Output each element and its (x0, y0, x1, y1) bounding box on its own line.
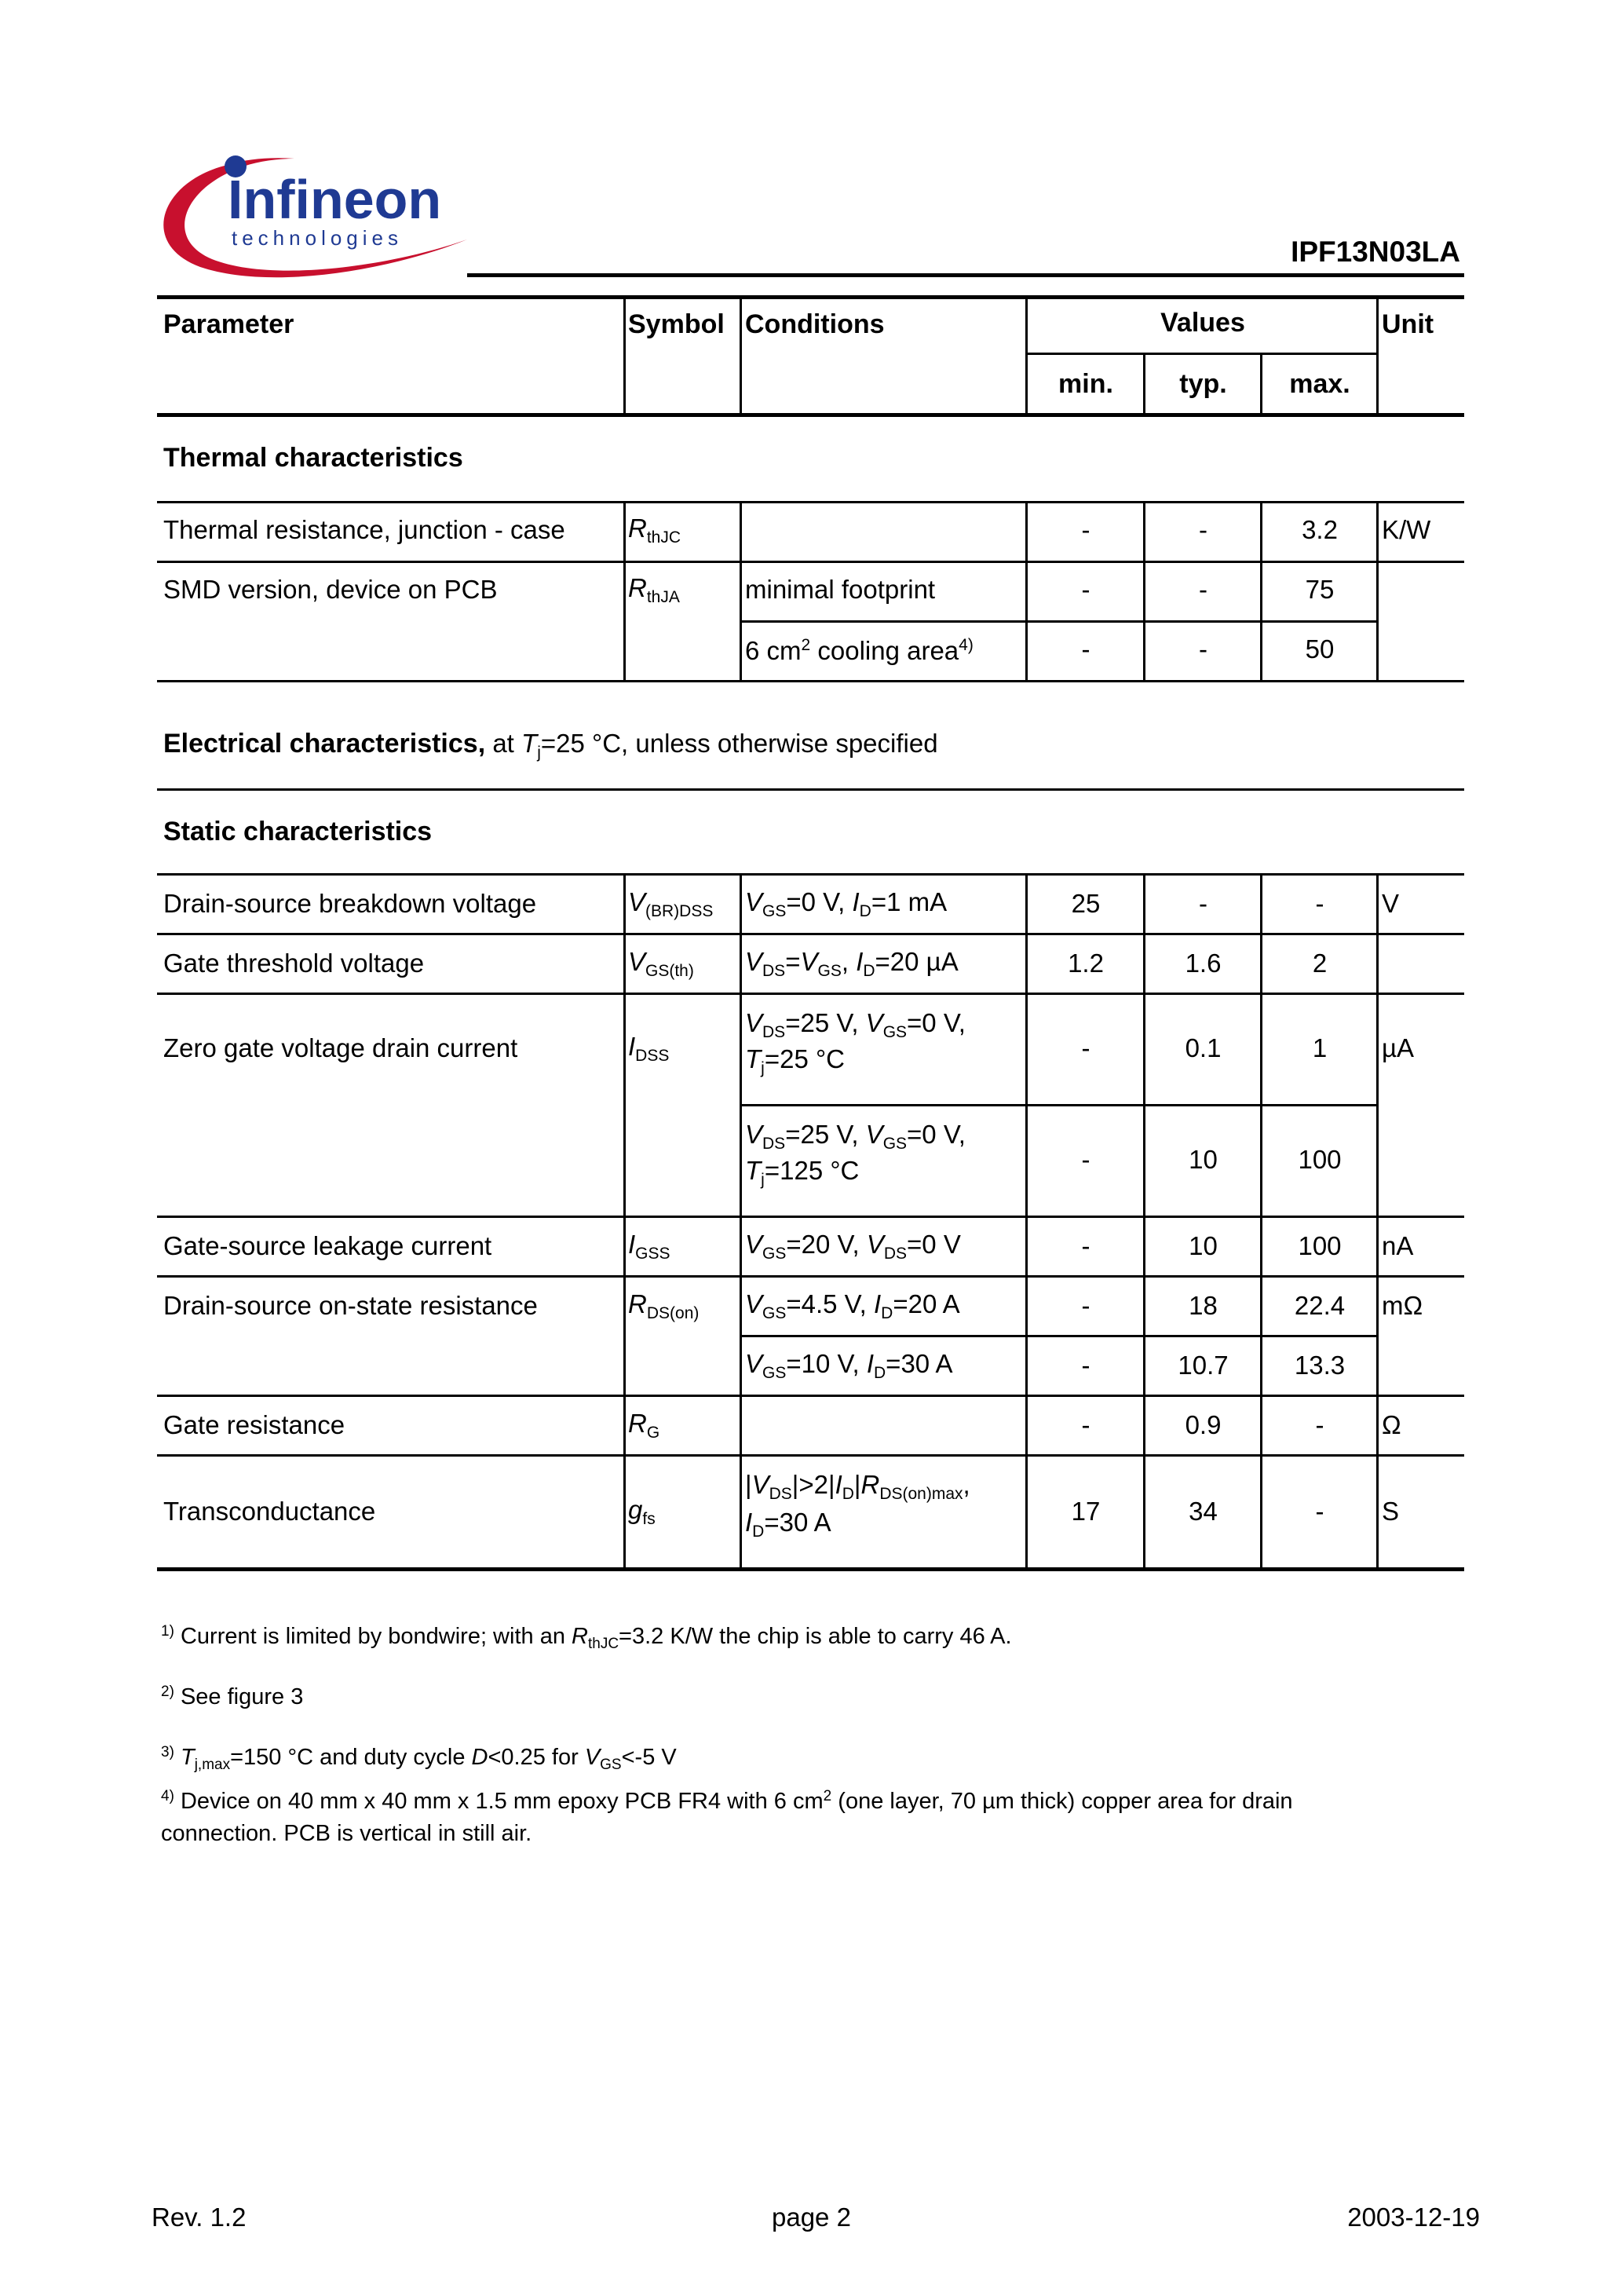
rule (740, 873, 742, 1569)
rule (157, 295, 1464, 299)
rule (623, 873, 626, 1569)
footnote-4: $^{4)}$ Device on 40 mm x 40 mm x 1.5 mm epoxy PCB FR4 with 6 $cm^2$ (one layer, 70 µm thick) copper area for drain (161, 1788, 1293, 1814)
row-rdson2-typ: 10.7 (1178, 1351, 1229, 1380)
section-title-static: Static characteristics (163, 817, 433, 846)
row-idss-min: - (1081, 1033, 1090, 1062)
rule (740, 501, 742, 682)
rule (742, 1335, 1379, 1337)
row-rthjc-max: 3.2 (1302, 515, 1338, 544)
row-vbrdss-unit: V (1382, 889, 1400, 918)
row-igss-max: 100 (1298, 1231, 1342, 1260)
row-rg-max: - (1315, 1410, 1324, 1439)
row-gfs-symbol: $g_{fs}$ (628, 1495, 656, 1528)
row-vgsth-parameter: Gate threshold voltage (163, 949, 425, 978)
row-idss-conditions-temp: $T_j=25$ °C (745, 1044, 846, 1077)
header-typ: typ. (1179, 369, 1227, 399)
header-parameter: Parameter (163, 309, 294, 339)
footer-date: 2003-12-19 (1347, 2203, 1480, 2232)
row-gfs-typ: 34 (1189, 1497, 1218, 1526)
rule (157, 933, 1464, 935)
rule (740, 295, 742, 415)
row-vbrdss-typ: - (1199, 889, 1207, 918)
row-rthja2-typ: - (1199, 634, 1207, 664)
header-min: min. (1058, 369, 1113, 399)
row-rthja-min: - (1081, 575, 1090, 604)
rule (157, 993, 1464, 995)
row-rthjc-unit: K/W (1382, 515, 1431, 544)
rule (157, 1275, 1464, 1278)
row-idss2-typ: 10 (1189, 1145, 1218, 1174)
row-rdson-min: - (1081, 1291, 1090, 1320)
row-rg-min: - (1081, 1410, 1090, 1439)
row-gfs-parameter: Transconductance (163, 1497, 376, 1526)
row-idss2-conditions: $V_{DS}=25$ V, $V_{GS}=0$ V, (745, 1120, 966, 1153)
row-rthja-conditions: minimal footprint (745, 575, 936, 604)
row-idss2-max: 100 (1298, 1145, 1342, 1174)
rule (623, 295, 626, 415)
row-idss-max: 1 (1312, 1033, 1328, 1062)
row-vgsth-symbol: $V_{GS(th)}$ (628, 947, 694, 980)
rule (742, 620, 1379, 623)
svg-text:technologies: technologies (232, 226, 403, 250)
row-gfs-min: 17 (1071, 1497, 1101, 1526)
row-idss-typ: 0.1 (1185, 1033, 1222, 1062)
header-rule (467, 273, 1464, 277)
header-symbol: Symbol (628, 309, 725, 339)
row-igss-symbol: $I_{GSS}$ (628, 1230, 670, 1263)
section-title-electrical: Electrical characteristics, at $T_j=25$ °C, unless otherwise specified (163, 729, 938, 762)
row-igss-min: - (1081, 1231, 1090, 1260)
header-unit: Unit (1382, 309, 1434, 339)
row-igss-unit: nA (1382, 1231, 1414, 1260)
footnote-4-line2: connection. PCB is vertical in still air. (161, 1821, 532, 1846)
footnote-3: $^{3)}$ $T_{j,max}=150$ °C and duty cycle D<0.25 for $V_{GS}<-5$ V (161, 1744, 677, 1773)
row-vgsth-typ: 1.6 (1185, 949, 1222, 978)
row-idss2-min: - (1081, 1145, 1090, 1174)
row-rdson-max: 22.4 (1294, 1291, 1346, 1320)
rule (157, 1216, 1464, 1218)
row-vgsth-max: 2 (1312, 949, 1328, 978)
header-values: Values (1160, 308, 1245, 338)
row-rg-typ: 0.9 (1185, 1410, 1222, 1439)
row-rthja-typ: - (1199, 575, 1207, 604)
row-rdson2-min: - (1081, 1351, 1090, 1380)
part-number: IPF13N03LA (1291, 236, 1460, 268)
row-idss-conditions: $V_{DS}=25$ V, $V_{GS}=0$ V, (745, 1008, 966, 1041)
row-rdson-parameter: Drain-source on-state resistance (163, 1291, 538, 1320)
row-vbrdss-parameter: Drain-source breakdown voltage (163, 889, 537, 918)
rule (157, 1454, 1464, 1457)
row-rthja2-max: 50 (1305, 634, 1335, 664)
row-gfs-conditions: $|V_{DS}|>2|I_D|R_{DS(on)max}$, (745, 1470, 970, 1503)
footnote-2: $^{2)}$ See figure 3 (161, 1684, 304, 1709)
rule (157, 1395, 1464, 1397)
row-rdson2-conditions: $V_{GS}=10$ V, $I_D=30$ A (745, 1349, 953, 1382)
header-max: max. (1289, 369, 1350, 399)
rule (623, 501, 626, 682)
header-conditions: Conditions (745, 309, 885, 339)
row-rthja-parameter: SMD version, device on PCB (163, 575, 498, 604)
row-gfs-conditions-current: $I_D=30$ A (745, 1508, 831, 1541)
row-idss-parameter: Zero gate voltage drain current (163, 1033, 518, 1062)
rule (157, 501, 1464, 503)
rule (157, 788, 1464, 791)
row-igss-typ: 10 (1189, 1231, 1218, 1260)
infineon-logo (153, 149, 475, 287)
rule (742, 1104, 1379, 1106)
row-rg-unit: Ω (1382, 1410, 1401, 1439)
row-igss-parameter: Gate-source leakage current (163, 1231, 492, 1260)
row-rthja2-conditions: 6 $cm^2$ cooling area$^{4)}$ (745, 636, 974, 665)
row-igss-conditions: $V_{GS}=20$ V, $V_{DS}=0$ V (745, 1230, 961, 1263)
svg-text:Infineon: Infineon (228, 169, 442, 230)
row-rthjc-typ: - (1199, 515, 1207, 544)
rule (157, 873, 1464, 876)
rule (157, 561, 1464, 563)
row-vbrdss-conditions: $V_{GS}=0$ V, $I_D=1$ mA (745, 887, 948, 920)
row-gfs-unit: S (1382, 1497, 1400, 1526)
row-idss-unit: µA (1382, 1033, 1415, 1062)
rule (157, 413, 1464, 417)
row-vbrdss-max: - (1315, 889, 1324, 918)
row-rthja2-min: - (1081, 634, 1090, 664)
row-rdson-conditions: $V_{GS}=4.5$ V, $I_D=20$ A (745, 1289, 960, 1322)
row-rdson-unit: mΩ (1382, 1291, 1423, 1320)
footnote-1: $^{1)}$ Current is limited by bondwire; with an $R_{thJC}=3.2$ K/W the chip is able to carry 46 A. (161, 1623, 1012, 1652)
row-rdson-typ: 18 (1189, 1291, 1218, 1320)
row-rg-parameter: Gate resistance (163, 1410, 345, 1439)
rule (1027, 353, 1379, 355)
row-idss-symbol: $I_{DSS}$ (628, 1032, 670, 1065)
section-title-thermal: Thermal characteristics (163, 443, 463, 473)
row-rthjc-symbol: $R_{thJC}$ (628, 514, 681, 547)
rule (157, 680, 1464, 682)
row-rdson2-max: 13.3 (1294, 1351, 1346, 1380)
row-rthjc-parameter: Thermal resistance, junction - case (163, 515, 565, 544)
row-gfs-max: - (1315, 1497, 1324, 1526)
row-vgsth-min: 1.2 (1068, 949, 1104, 978)
footer-revision: Rev. 1.2 (152, 2203, 247, 2232)
rule (157, 1567, 1464, 1571)
row-rg-symbol: $R_G$ (628, 1409, 660, 1442)
row-vbrdss-min: 25 (1071, 889, 1101, 918)
row-rthja-max: 75 (1305, 575, 1335, 604)
row-vbrdss-symbol: $V_{(BR)DSS}$ (628, 887, 714, 920)
characteristics-table (157, 295, 1464, 1575)
row-idss2-conditions-temp: $T_j=125$ °C (745, 1156, 860, 1189)
row-rthjc-min: - (1081, 515, 1090, 544)
footer-page: page 2 (772, 2203, 851, 2232)
row-vgsth-conditions: $V_{DS}=V_{GS}$, $I_D=20$ µA (745, 947, 959, 980)
row-rdson-symbol: $R_{DS(on)}$ (628, 1289, 700, 1322)
row-rthja-symbol: $R_{thJA}$ (628, 573, 680, 606)
